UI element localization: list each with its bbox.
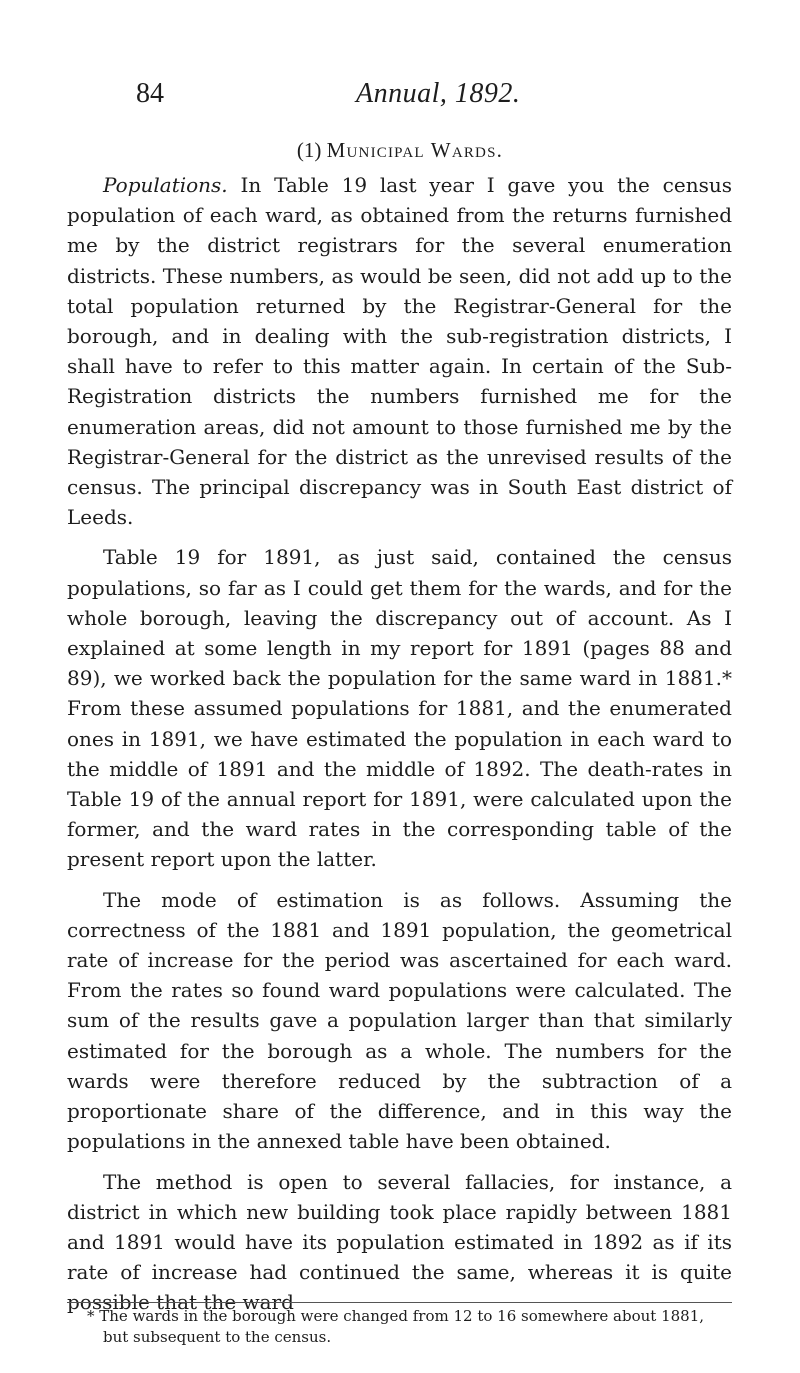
paragraph-populations [67,170,732,532]
section-number: (1) [296,138,322,162]
footnote-line-2: but subsequent to the census. [103,1328,332,1346]
footnote-line-1: * The wards in the borough were changed from 12 to 16 somewhere about 1881, [87,1307,705,1325]
footnote-rule [67,1302,732,1303]
paragraph-method-fallacies: The method is open to several fallacies, for instance, a district in which new building took place rapidly between 1881 and 1891 would have its population estimated in 1892 as if its rate of increase had continued the same, whereas it is quite possible that the ward [67,1169,732,1315]
side-heading: Populations. [103,173,228,197]
footnote [67,1306,732,1348]
page-header [136,74,656,134]
running-title: Annual, 1892. [356,78,521,109]
page-number: 84 [136,78,164,109]
paragraph-table-19: Table 19 for 1891, as just said, contained the census populations, so far as I could get them for the wards, and for the whole borough, leaving the discrepancy out of account. As I explained at some length in my report for 1891 (pages 88 and 89), we worked back the population for the same ward in 1881.* From these assumed populations for 1881, and the enumerated ones in 1891, we have estimated the population in each ward to the middle of 1891 and the middle of 1892. The death-rates in Table 19 of the annual report for 1891, were calculated upon the former, and the ward rates in the corresponding table of the present report upon the latter. [67,545,732,872]
paragraph-text: In Table 19 last year I gave you the census population of each ward, as obtained from the returns furnished me by the district registrars for the several enumeration districts. These numbers, as would be seen, did not add up to the total population returned by the Registrar-General for the borough, and in dealing with the sub-registration districts, I shall have to refer to this matter again. In certain of the Sub-Registration districts the numbers furnished me for the enumeration areas, did not amount to those furnished me by the Registrar-General for the district as the unrevised results of the census. The principal discrepancy was in South East district of Leeds. [67,173,733,530]
paragraph-mode-of-estimation: The mode of estimation is as follows. Assuming the correctness of the 1881 and 1891 population, the geometrical rate of increase for the period was ascertained for each ward. From the rates so found ward populations were calculated. The sum of the results gave a population larger than that similarly estimated for the borough as a whole. The numbers for the wards were therefore reduced by the subtraction of a proportionate share of the difference, and in this way the populations in the annexed table have been obtained. [67,887,732,1154]
section-heading [0,138,800,163]
body-text [67,170,732,1328]
section-title: Municipal Wards. [326,138,504,162]
